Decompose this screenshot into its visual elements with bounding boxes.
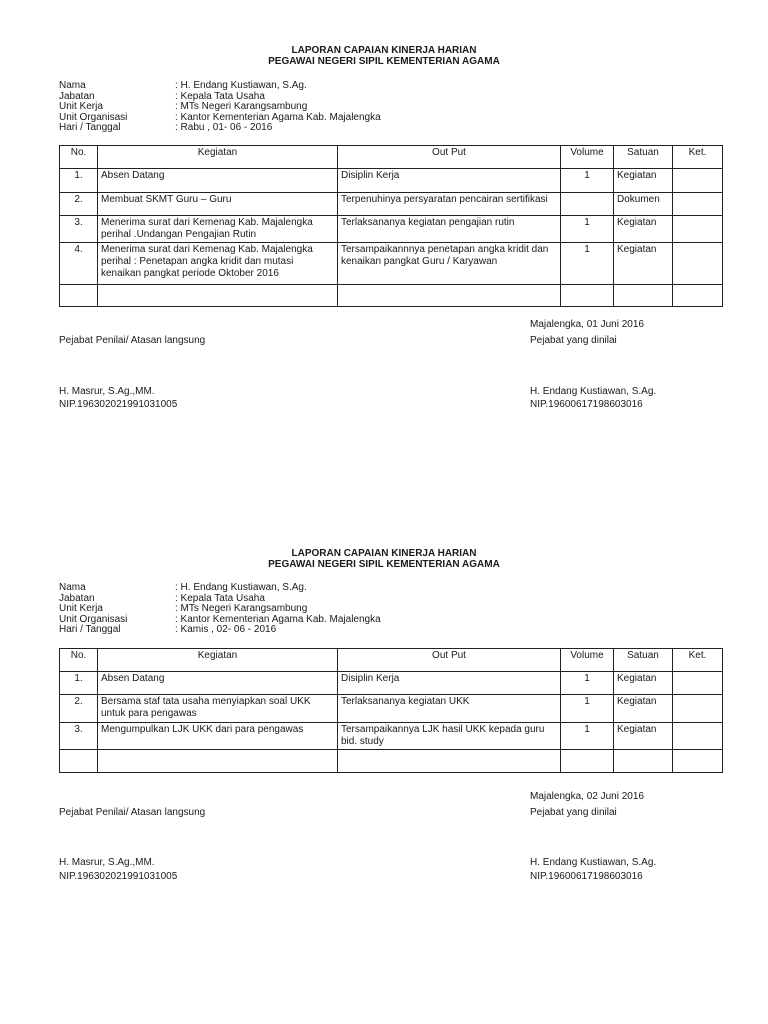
cell-kegiatan: Menerima surat dari Kemenag Kab. Majalengka perihal : Penetapan angka kridit dan mutasi kenaikan pangkat periode Oktober 2016 bbox=[98, 243, 338, 285]
title-line-1: LAPORAN CAPAIAN KINERJA HARIAN bbox=[291, 45, 477, 56]
evaluator-nip: NIP.196302021991031005 bbox=[59, 399, 178, 410]
info-label-unit-organisasi: Unit Organisasi bbox=[59, 111, 128, 123]
cell-satuan: Kegiatan bbox=[614, 723, 673, 750]
cell-no: 1. bbox=[60, 169, 98, 193]
cell-volume bbox=[561, 285, 614, 307]
cell-kegiatan bbox=[98, 750, 338, 773]
info-value-unit-organisasi: : Kantor Kementerian Agama Kab. Majalengka bbox=[175, 613, 381, 625]
cell-ket bbox=[673, 672, 723, 695]
activity-table bbox=[59, 145, 723, 307]
cell-kegiatan: Bersama staf tata usaha menyiapkan soal UKK untuk para pengawas bbox=[98, 695, 338, 723]
info-label-jabatan: Jabatan bbox=[59, 592, 95, 604]
info-label-unit-kerja: Unit Kerja bbox=[59, 603, 103, 614]
cell-satuan: Kegiatan bbox=[614, 216, 673, 243]
info-value-hari-tanggal: : Rabu , 01- 06 - 2016 bbox=[175, 122, 273, 133]
cell-volume: 1 bbox=[561, 723, 614, 750]
cell-output: Terlaksananya kegiatan pengajian rutin bbox=[338, 216, 561, 243]
cell-kegiatan bbox=[98, 285, 338, 307]
header-output: Out Put bbox=[338, 146, 561, 169]
cell-output: Tersampaikannnya penetapan angka kridit dan kenaikan pangkat Guru / Karyawan bbox=[338, 243, 561, 285]
info-label-nama: Nama bbox=[59, 80, 86, 91]
info-label-jabatan: Jabatan bbox=[59, 90, 95, 102]
header-volume: Volume bbox=[561, 146, 614, 169]
evaluated-role: Pejabat yang dinilai bbox=[530, 807, 617, 818]
header-ket: Ket. bbox=[673, 649, 723, 672]
cell-no: 2. bbox=[60, 695, 98, 723]
info-value-unit-kerja: : MTs Negeri Karangsambung bbox=[175, 101, 308, 112]
header-satuan: Satuan bbox=[614, 146, 673, 169]
cell-ket bbox=[673, 216, 723, 243]
evaluated-nip: NIP.19600617198603016 bbox=[530, 399, 643, 410]
cell-no bbox=[60, 285, 98, 307]
evaluator-role: Pejabat Penilai/ Atasan langsung bbox=[59, 807, 206, 818]
report-title bbox=[0, 45, 768, 67]
cell-no: 4. bbox=[60, 243, 98, 285]
table-row bbox=[60, 216, 723, 243]
evaluated-name: H. Endang Kustiawan, S.Ag. bbox=[530, 857, 657, 868]
report-1 bbox=[0, 0, 768, 440]
cell-ket bbox=[673, 285, 723, 307]
header-satuan: Satuan bbox=[614, 649, 673, 672]
cell-ket bbox=[673, 695, 723, 723]
evaluator-nip: NIP.196302021991031005 bbox=[59, 871, 178, 882]
cell-no: 3. bbox=[60, 723, 98, 750]
cell-ket bbox=[673, 750, 723, 773]
cell-output bbox=[338, 285, 561, 307]
title-line-1: LAPORAN CAPAIAN KINERJA HARIAN bbox=[291, 548, 477, 559]
cell-output: Terpenuhinya persyaratan pencairan sertifikasi bbox=[338, 193, 561, 216]
cell-ket bbox=[673, 723, 723, 750]
info-value-nama: : H. Endang Kustiawan, S.Ag. bbox=[175, 80, 307, 91]
header-no: No. bbox=[60, 649, 98, 672]
cell-volume: 1 bbox=[561, 672, 614, 695]
info-value-jabatan: : Kepala Tata Usaha bbox=[175, 592, 265, 604]
evaluated-nip: NIP.19600617198603016 bbox=[530, 871, 643, 882]
activity-table bbox=[59, 648, 723, 773]
table-row bbox=[60, 723, 723, 750]
cell-satuan bbox=[614, 750, 673, 773]
table-row bbox=[60, 695, 723, 723]
report-2 bbox=[0, 503, 768, 943]
info-value-jabatan: : Kepala Tata Usaha bbox=[175, 90, 265, 102]
info-label-unit-kerja: Unit Kerja bbox=[59, 101, 103, 112]
header-volume: Volume bbox=[561, 649, 614, 672]
evaluator-role: Pejabat Penilai/ Atasan langsung bbox=[59, 335, 206, 346]
cell-satuan: Kegiatan bbox=[614, 169, 673, 193]
cell-satuan: Dokumen bbox=[614, 193, 673, 216]
cell-no: 1. bbox=[60, 672, 98, 695]
cell-kegiatan: Membuat SKMT Guru – Guru bbox=[98, 193, 338, 216]
cell-satuan: Kegiatan bbox=[614, 243, 673, 285]
evaluator-name: H. Masrur, S.Ag.,MM. bbox=[59, 386, 155, 397]
table-row bbox=[60, 169, 723, 193]
cell-no bbox=[60, 750, 98, 773]
cell-volume bbox=[561, 750, 614, 773]
place-date: Majalengka, 02 Juni 2016 bbox=[530, 791, 644, 802]
info-value-hari-tanggal: : Kamis , 02- 06 - 2016 bbox=[175, 624, 277, 635]
header-output: Out Put bbox=[338, 649, 561, 672]
table-row bbox=[60, 672, 723, 695]
cell-satuan bbox=[614, 285, 673, 307]
info-value-nama: : H. Endang Kustiawan, S.Ag. bbox=[175, 582, 307, 593]
title-line-2: PEGAWAI NEGERI SIPIL KEMENTERIAN AGAMA bbox=[268, 559, 500, 570]
cell-output: Disiplin Kerja bbox=[338, 672, 561, 695]
table-row bbox=[60, 243, 723, 285]
report-title bbox=[0, 548, 768, 570]
table-row bbox=[60, 285, 723, 307]
cell-output bbox=[338, 750, 561, 773]
info-value-unit-organisasi: : Kantor Kementerian Agama Kab. Majalengka bbox=[175, 111, 381, 123]
cell-volume bbox=[561, 193, 614, 216]
cell-ket bbox=[673, 169, 723, 193]
cell-output: Tersampaikannya LJK hasil UKK kepada guru bid. study bbox=[338, 723, 561, 750]
evaluator-name: H. Masrur, S.Ag.,MM. bbox=[59, 857, 155, 868]
cell-kegiatan: Absen Datang bbox=[98, 169, 338, 193]
info-label-nama: Nama bbox=[59, 582, 86, 593]
cell-volume: 1 bbox=[561, 216, 614, 243]
table-header-row bbox=[60, 649, 723, 672]
table-row bbox=[60, 750, 723, 773]
evaluated-name: H. Endang Kustiawan, S.Ag. bbox=[530, 386, 657, 397]
cell-ket bbox=[673, 193, 723, 216]
cell-kegiatan: Menerima surat dari Kemenag Kab. Majalengka perihal .Undangan Pengajian Rutin bbox=[98, 216, 338, 243]
title-line-2: PEGAWAI NEGERI SIPIL KEMENTERIAN AGAMA bbox=[268, 56, 500, 67]
cell-satuan: Kegiatan bbox=[614, 695, 673, 723]
cell-output: Terlaksananya kegiatan UKK bbox=[338, 695, 561, 723]
header-no: No. bbox=[60, 146, 98, 169]
info-label-unit-organisasi: Unit Organisasi bbox=[59, 613, 128, 625]
header-kegiatan: Kegiatan bbox=[98, 649, 338, 672]
cell-kegiatan: Absen Datang bbox=[98, 672, 338, 695]
cell-volume: 1 bbox=[561, 695, 614, 723]
header-kegiatan: Kegiatan bbox=[98, 146, 338, 169]
cell-kegiatan: Mengumpulkan LJK UKK dari para pengawas bbox=[98, 723, 338, 750]
header-ket: Ket. bbox=[673, 146, 723, 169]
cell-output: Disiplin Kerja bbox=[338, 169, 561, 193]
cell-no: 3. bbox=[60, 216, 98, 243]
cell-volume: 1 bbox=[561, 169, 614, 193]
place-date: Majalengka, 01 Juni 2016 bbox=[530, 319, 644, 330]
info-label-hari-tanggal: Hari / Tanggal bbox=[59, 122, 121, 133]
cell-volume: 1 bbox=[561, 243, 614, 285]
table-row bbox=[60, 193, 723, 216]
info-label-hari-tanggal: Hari / Tanggal bbox=[59, 624, 121, 635]
cell-no: 2. bbox=[60, 193, 98, 216]
cell-satuan: Kegiatan bbox=[614, 672, 673, 695]
table-header-row bbox=[60, 146, 723, 169]
evaluated-role: Pejabat yang dinilai bbox=[530, 335, 617, 346]
info-value-unit-kerja: : MTs Negeri Karangsambung bbox=[175, 603, 308, 614]
cell-ket bbox=[673, 243, 723, 285]
